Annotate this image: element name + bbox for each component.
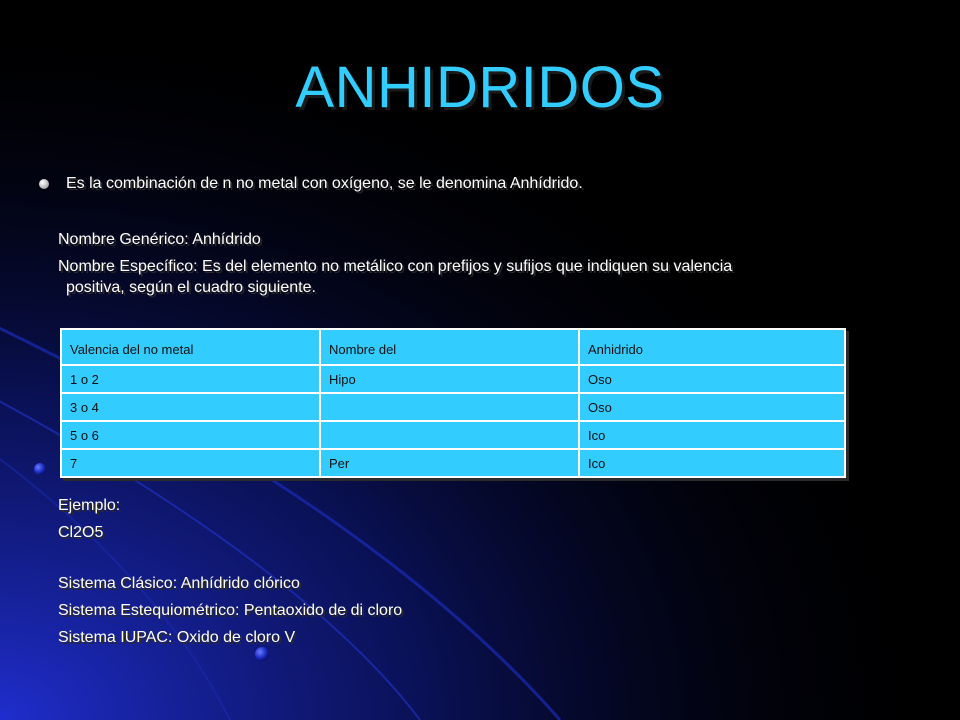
valence-table [60, 328, 846, 478]
table-row [61, 393, 845, 421]
table-header-cell: Anhidrido [579, 329, 845, 365]
specific-name-line1: Nombre Específico: Es del elemento no metálico con prefijos y sufijos que indiquen su valencia [58, 258, 733, 275]
table-cell: Oso [579, 393, 845, 421]
table-row [61, 449, 845, 477]
bullet-dot-icon [39, 179, 49, 189]
system-classic: Sistema Clásico: Anhídrido clórico [58, 575, 300, 592]
table-cell: 3 o 4 [61, 393, 320, 421]
bullet-item [66, 174, 583, 194]
generic-name-text: Nombre Genérico: Anhídrido [58, 231, 261, 248]
table-header-row [61, 329, 845, 365]
system-iupac: Sistema IUPAC: Oxido de cloro V [58, 629, 296, 646]
table-cell [320, 421, 579, 449]
example-label: Ejemplo: [58, 497, 121, 514]
table-row [61, 421, 845, 449]
system-stoichiometric: Sistema Estequiométrico: Pentaoxido de di cloro [58, 602, 403, 619]
table-cell: 5 o 6 [61, 421, 320, 449]
specific-name-line2: positiva, según el cuadro siguiente. [66, 279, 316, 296]
table-cell: Oso [579, 365, 845, 393]
table-cell: Hipo [320, 365, 579, 393]
table-header-cell: Nombre del [320, 329, 579, 365]
example-formula: Cl2O5 [58, 524, 104, 541]
table-header-cell: Valencia del no metal [61, 329, 320, 365]
table-cell: Ico [579, 421, 845, 449]
slide-title: ANHIDRIDOS [295, 55, 665, 120]
specific-name-paragraph [58, 256, 858, 298]
bullet-text: Es la combinación de n no metal con oxígeno, se le denomina Anhídrido. [66, 175, 583, 192]
table-cell [320, 393, 579, 421]
table-cell: 1 o 2 [61, 365, 320, 393]
table-row [61, 365, 845, 393]
table-cell: Ico [579, 449, 845, 477]
table-cell: Per [320, 449, 579, 477]
table-cell: 7 [61, 449, 320, 477]
